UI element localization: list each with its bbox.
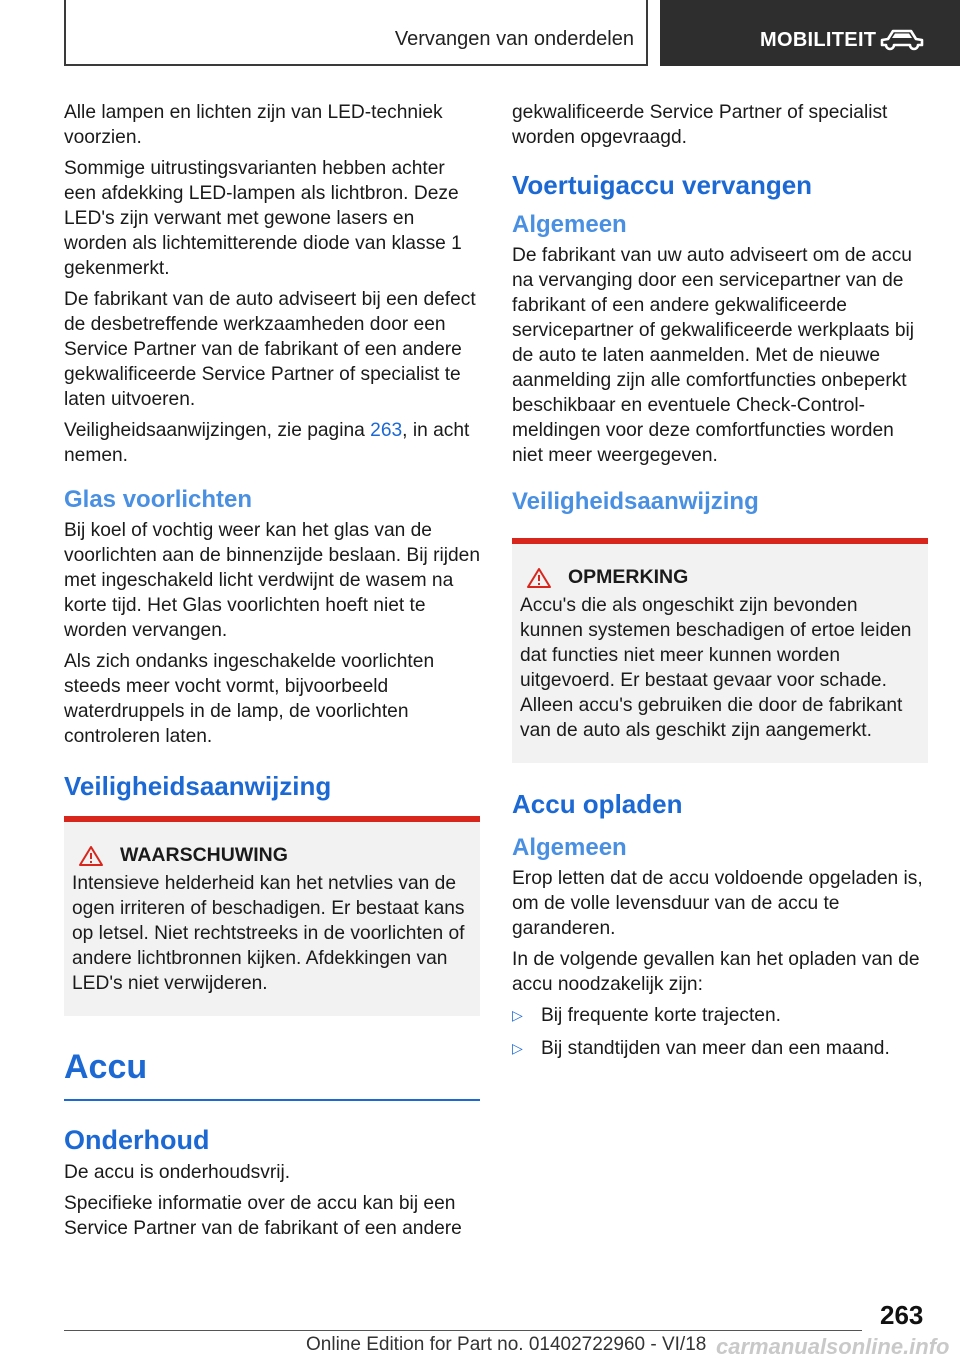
page-number: 263 [880,1300,924,1330]
paragraph: De fabrikant van de auto adviseert bij een defect de desbetreffende werkzaamheden door een Service Partner van de fabrikant of een andere gekwalificeerde Service Partner of specialist te laten uitvoeren. [64,289,476,410]
paragraph: De accu is onderhoudsvrij. [64,1162,291,1183]
left-column [64,100,480,1247]
heading-glas-voorlichten: Glas voorlichten [64,486,253,513]
note-text: Accu's die als ongeschikt zijn bevonden kunnen systemen beschadigen of ertoe leiden dat functies niet meer kunnen worden uitgevoerd. Er bestaat gevaar voor schade. Alleen accu's gebruiken die door de fabrikant van de auto als geschikt zijn aangemerkt. [520,595,912,741]
paragraph: Alle lampen en lichten zijn van LED-techniek voorzien. [64,102,443,148]
paragraph: In de volgende gevallen kan het opladen van de accu noodzakelijk zijn: [512,949,920,995]
warning-title: WAARSCHUWING [120,844,288,866]
note-box [512,538,928,763]
warning-text: Intensieve helderheid kan het netvlies van de ogen irriteren of beschadigen. Er bestaat kans op letsel. Niet rechtstreeks in de voorlichten of andere lichtbronnen kijken. Afdekkingen van LED's niet verwijderen. [72,873,465,994]
heading-onderhoud: Onderhoud [64,1125,210,1155]
heading-veiligheidsaanwijzing: Veiligheidsaanwijzing [512,488,759,515]
heading-accu-opladen: Accu opladen [512,789,683,819]
heading-veiligheidsaanwijzing: Veiligheidsaanwijzing [64,771,332,801]
text: , in acht nemen. [64,420,470,466]
text: Veiligheidsaanwijzingen, zie pagina [64,420,371,441]
warning-triangle-icon [78,845,104,867]
paragraph: Bij koel of vochtig weer kan het glas van de voorlichten aan de binnenzijde beslaan. Bij rijden met ingeschakeld licht verdwijnt de wasem na korte tijd. Het Glas voorlichten hoeft niet te worden vervangen. [64,520,481,641]
heading-algemeen: Algemeen [512,211,627,238]
footer-divider [64,1330,862,1331]
header-section-title: Vervangen van onderdelen [394,28,634,50]
page-link[interactable]: 263 [370,420,403,441]
note-title: OPMERKING [568,566,689,588]
list-item: ▷ Bij frequente korte trajecten. [512,1003,928,1028]
warning-triangle-icon [526,567,552,589]
watermark: carmanualsonline.info [716,1334,950,1359]
paragraph: gekwalificeerde Service Partner of specialist worden opgevraagd. [512,102,888,148]
paragraph: Sommige uitrustingsvarianten hebben achter een afdekking LED-lampen als lichtbron. Deze LED's zijn verwant met gewone lasers en worden als lichtemitterende diode van klasse 1 gekenmerkt. [64,158,462,279]
heading-voertuigaccu-vervangen: Voertuigaccu vervangen [512,170,813,200]
heading-accu: Accu [64,1048,480,1101]
paragraph: Erop letten dat de accu voldoende opgeladen is, om de volle levensduur van de accu te garanderen. [512,868,923,939]
paragraph: Specifieke informatie over de accu kan bij een Service Partner van de fabrikant of een andere [64,1193,462,1239]
warning-box [64,816,480,1016]
warning-header [72,844,472,867]
right-column [512,100,928,1069]
list-item: ▷ Bij standtijden van meer dan een maand. [512,1036,928,1061]
paragraph: Als zich ondanks ingeschakelde voorlichten steeds meer vocht vormt, bijvoorbeeld waterdruppels in de lamp, de voorlichten controleren laten. [64,651,435,747]
paragraph-safety-ref [64,418,480,468]
note-header [520,566,920,589]
car-icon [878,27,926,55]
footer-edition: Online Edition for Part no. 01402722960 - VI/18 [306,1334,707,1355]
heading-algemeen: Algemeen [512,834,627,861]
header-section-box [64,0,648,66]
bullet-list [512,1003,928,1061]
paragraph: De fabrikant van uw auto adviseert om de accu na vervanging door een servicepartner van de fabrikant of een andere gekwalificeerde servicepartner of gekwalificeerde werkplaats bij de auto te laten aanmelden. Met de nieuwe aanmelding zijn alle comfortfuncties onbeperkt beschikbaar en eventuele Check-Control-meldingen voor deze comfortfuncties worden niet meer weergegeven. [512,245,915,466]
header-chapter-title: MOBILITEIT [760,29,877,51]
